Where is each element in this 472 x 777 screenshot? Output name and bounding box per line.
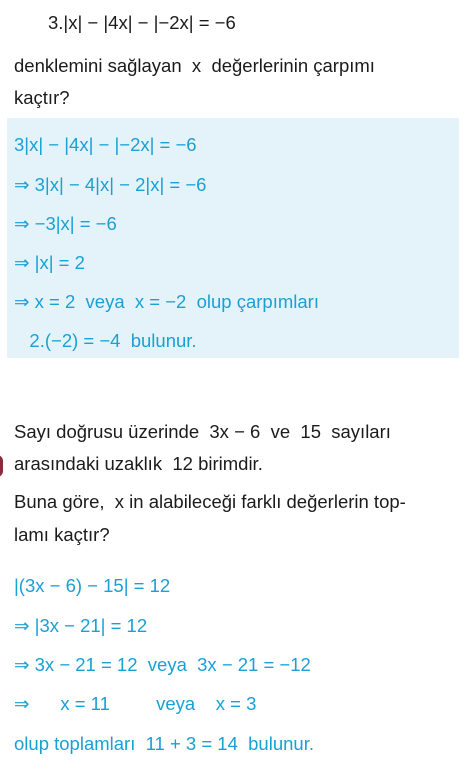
problem1-equation: 3.|x| − |4x| − |−2x| = −6 [48,12,236,33]
problem2-text-line3: Buna göre, x in alabileceği farklı değerlerin top- [14,491,406,512]
problem2-solution-line2: ⇒ |3x − 21| = 12 [14,615,148,636]
problem1-solution-line2: ⇒ 3|x| − 4|x| − 2|x| = −6 [14,174,207,195]
problem2-text-line2: arasındaki uzaklık 12 birimdir. [14,453,263,474]
problem1-solution-line5: ⇒ x = 2 veya x = −2 olup çarpımları [14,291,319,312]
problem2-text-line4: lamı kaçtır? [14,524,110,545]
problem1-solution-line4: ⇒ |x| = 2 [14,252,85,273]
problem1-question-line2: kaçtır? [14,87,70,108]
problem2-text-line1: Sayı doğrusu üzerinde 3x − 6 ve 15 sayıları [14,421,391,442]
problem1-solution-line3: ⇒ −3|x| = −6 [14,213,117,234]
problem2-solution-line3: ⇒ 3x − 21 = 12 veya 3x − 21 = −12 [14,654,311,675]
problem1-solution-line1: 3|x| − |4x| − |−2x| = −6 [14,134,197,155]
problem1-solution-line6: 2.(−2) = −4 bulunur. [14,330,197,351]
problem2-solution-line1: |(3x − 6) − 15| = 12 [14,575,171,596]
problem2-solution-line5: olup toplamları 11 + 3 = 14 bulunur. [14,733,314,754]
problem2-solution-line4: ⇒ x = 11 veya x = 3 [14,693,257,714]
side-marker [0,455,3,477]
problem1-question-line1: denklemini sağlayan x değerlerinin çarpımı [14,55,375,76]
